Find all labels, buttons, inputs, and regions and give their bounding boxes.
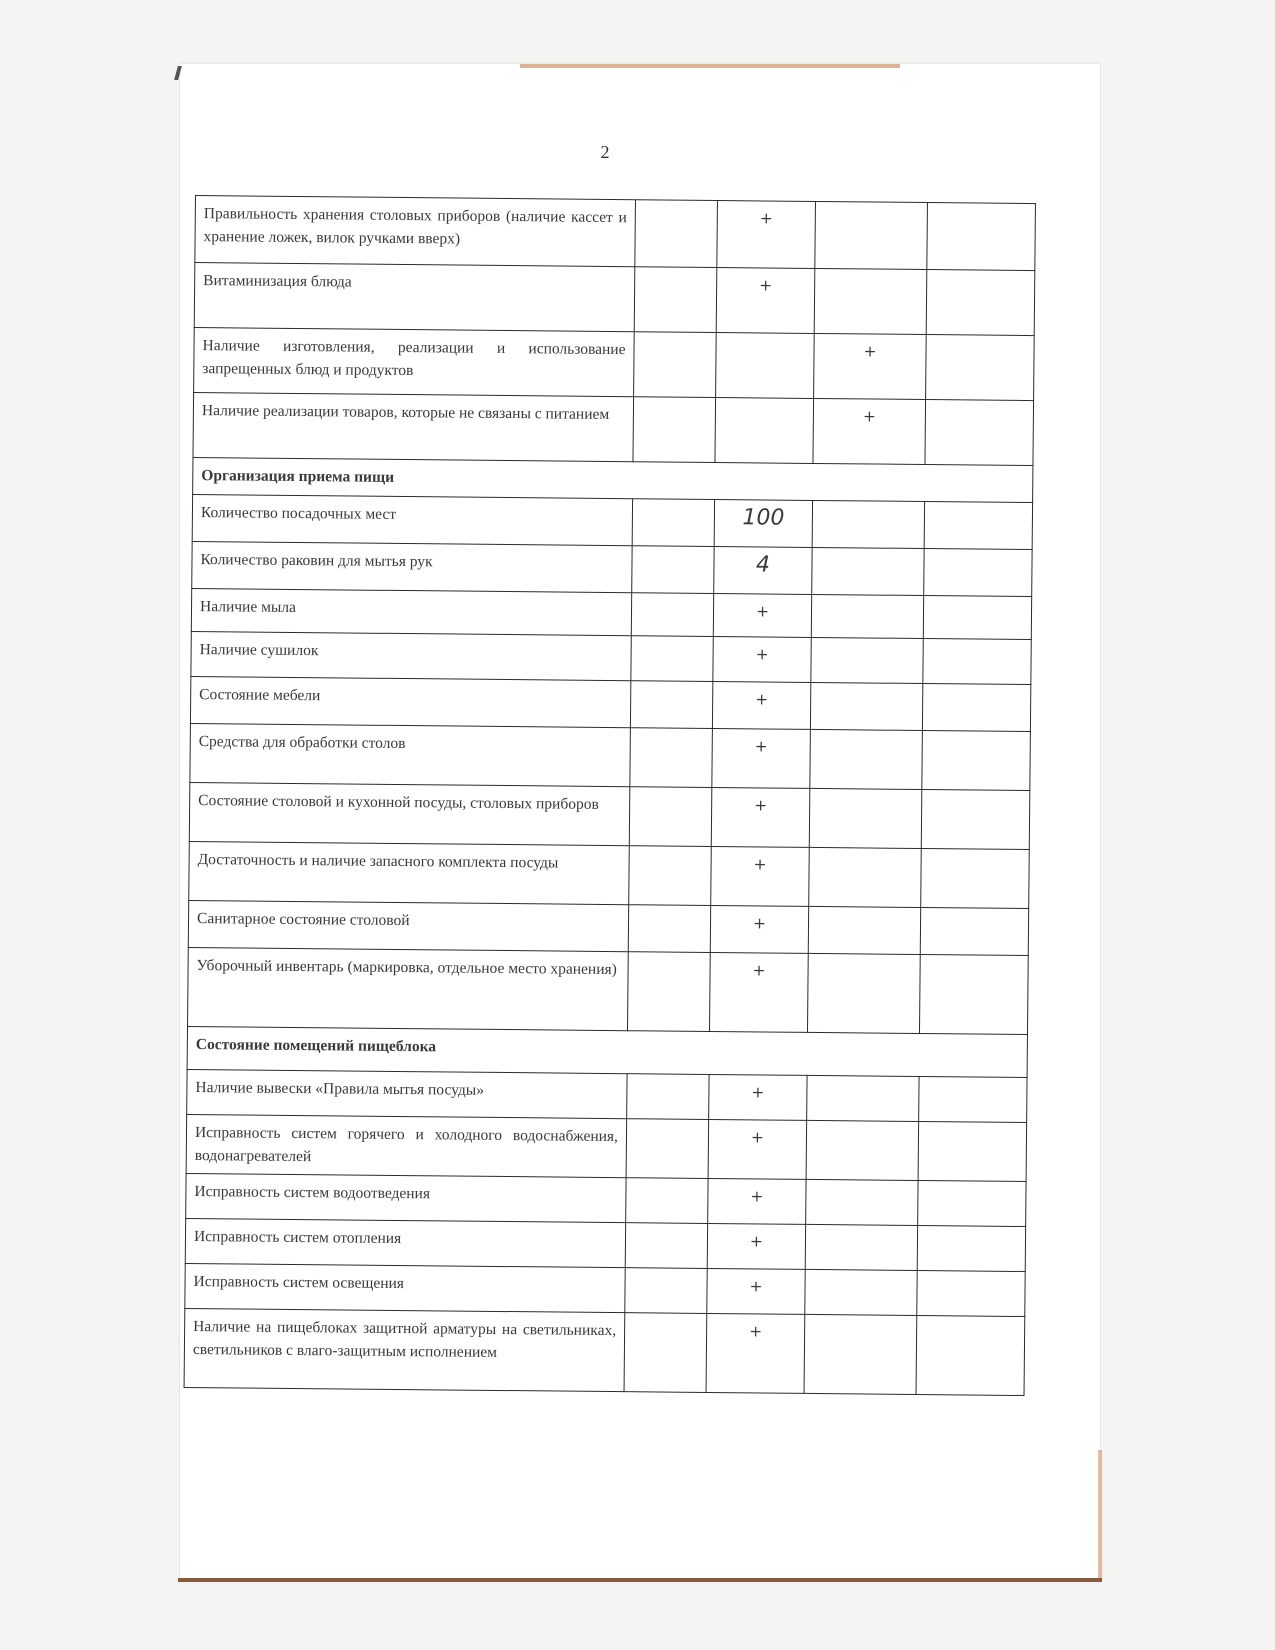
criterion-cell: Исправность систем водоотведения xyxy=(186,1173,626,1222)
mark-cell-col-1 xyxy=(629,846,712,906)
mark-cell-col-3: + xyxy=(813,398,926,464)
mark-cell-col-2: + xyxy=(707,1223,805,1269)
folder-edge-top xyxy=(520,64,900,68)
mark-cell-col-4 xyxy=(924,549,1032,597)
mark-cell-col-4 xyxy=(923,596,1031,640)
criterion-cell: Исправность систем отопления xyxy=(185,1218,625,1267)
mark-cell-col-4 xyxy=(920,907,1028,955)
mark-cell-col-2: + xyxy=(712,681,810,729)
mark-cell-col-4 xyxy=(922,731,1031,791)
mark-cell-col-1 xyxy=(632,499,714,547)
mark-cell-col-2: 100 xyxy=(714,500,812,548)
folder-edge-bottom xyxy=(178,1578,1102,1582)
mark-cell-col-2: + xyxy=(707,1268,805,1314)
mark-cell-col-1 xyxy=(627,952,710,1032)
table-row xyxy=(195,196,1036,271)
table-row xyxy=(190,723,1031,790)
mark-cell-col-3 xyxy=(806,1120,919,1180)
mark-cell-col-4 xyxy=(918,1180,1026,1226)
mark-cell-col-1 xyxy=(627,1074,709,1120)
mark-cell-col-4 xyxy=(917,1270,1025,1316)
table-row xyxy=(184,1308,1025,1395)
criterion-cell: Наличие сушилок xyxy=(191,631,631,680)
inspection-table xyxy=(184,195,1036,1396)
mark-cell-col-2: + xyxy=(713,636,811,682)
criterion-cell: Количество раковин для мытья рук xyxy=(192,541,632,592)
mark-cell-col-1 xyxy=(631,593,713,637)
mark-cell-col-1 xyxy=(629,787,712,847)
mark-cell-col-2 xyxy=(715,398,814,464)
mark-cell-col-2: 4 xyxy=(714,546,812,594)
criterion-cell: Состояние мебели xyxy=(190,676,630,727)
table-row xyxy=(185,1263,1025,1316)
criterion-cell: Количество посадочных мест xyxy=(192,494,632,545)
mark-cell-col-4 xyxy=(916,1315,1025,1395)
mark-cell-col-4 xyxy=(927,203,1036,271)
mark-cell-col-3 xyxy=(807,1075,919,1121)
mark-cell-col-1 xyxy=(632,546,714,594)
table-row xyxy=(187,1069,1027,1122)
mark-cell-col-2: + xyxy=(709,952,808,1032)
criterion-cell: Средства для обработки столов xyxy=(190,723,631,786)
criterion-cell: Наличие вывески «Правила мытья посуды» xyxy=(187,1069,627,1118)
mark-cell-col-4 xyxy=(922,684,1030,732)
mark-cell-col-3 xyxy=(809,788,922,848)
table-row xyxy=(186,1114,1027,1181)
mark-cell-col-3 xyxy=(815,201,928,269)
criterion-cell: Состояние столовой и кухонной посуды, столовых приборов xyxy=(189,782,630,845)
table-row xyxy=(193,392,1034,465)
mark-cell-col-1 xyxy=(626,1119,709,1179)
mark-cell-col-1 xyxy=(635,200,718,268)
criterion-cell: Уборочный инвентарь (маркировка, отдельное место хранения) xyxy=(188,947,629,1030)
table-row xyxy=(194,263,1035,336)
table-row xyxy=(188,947,1029,1034)
mark-cell-col-3 xyxy=(805,1269,917,1315)
mark-cell-col-2: + xyxy=(706,1313,805,1393)
mark-cell-col-2: + xyxy=(716,268,815,334)
mark-cell-col-3 xyxy=(804,1314,917,1394)
mark-cell-col-2: + xyxy=(708,1178,806,1224)
mark-cell-col-3 xyxy=(806,1179,918,1225)
criterion-cell: Санитарное состояние столовой xyxy=(188,900,628,951)
mark-cell-col-1 xyxy=(633,397,716,463)
mark-cell-col-3 xyxy=(812,547,924,595)
table-row xyxy=(189,841,1030,908)
mark-cell-col-1 xyxy=(634,332,717,398)
mark-cell-col-3 xyxy=(807,953,920,1033)
table-row xyxy=(192,494,1032,549)
criterion-cell: Исправность систем освещения xyxy=(185,1263,625,1312)
table-row xyxy=(190,676,1030,731)
page-number: 2 xyxy=(600,142,610,162)
mark-cell-col-3 xyxy=(810,729,923,789)
mark-cell-col-4 xyxy=(926,335,1035,401)
mark-cell-col-2: + xyxy=(711,846,810,906)
mark-cell-col-1 xyxy=(630,728,713,788)
mark-cell-col-1 xyxy=(631,636,713,682)
mark-cell-col-4 xyxy=(923,639,1031,685)
mark-cell-col-3 xyxy=(812,500,924,548)
inspection-table-body xyxy=(184,196,1035,1396)
criterion-cell: Наличие реализации товаров, которые не связаны с питанием xyxy=(193,392,634,461)
table-row xyxy=(185,1218,1025,1271)
mark-cell-col-4 xyxy=(917,1225,1025,1271)
criterion-cell: Наличие изготовления, реализации и использование запрещенных блюд и продуктов xyxy=(194,327,635,396)
mark-cell-col-1 xyxy=(630,681,712,729)
mark-cell-col-3 xyxy=(811,637,923,683)
mark-cell-col-4 xyxy=(919,1076,1027,1122)
mark-cell-col-2: + xyxy=(708,1119,807,1179)
mark-cell-col-1 xyxy=(626,1178,708,1224)
mark-cell-col-2: + xyxy=(709,1074,807,1120)
mark-cell-col-3 xyxy=(809,847,922,907)
mark-cell-col-4 xyxy=(918,1121,1027,1181)
mark-cell-col-3: + xyxy=(814,333,927,399)
mark-cell-col-3 xyxy=(805,1224,917,1270)
criterion-cell: Витаминизация блюда xyxy=(194,263,635,332)
mark-cell-col-4 xyxy=(925,400,1034,466)
mark-cell-col-2: + xyxy=(711,787,810,847)
mark-cell-col-2: + xyxy=(712,728,811,788)
mark-cell-col-2: + xyxy=(710,905,808,953)
mark-cell-col-3 xyxy=(808,906,920,954)
mark-cell-col-1 xyxy=(624,1313,707,1393)
table-row xyxy=(186,1173,1026,1226)
mark-cell-col-4 xyxy=(924,502,1032,550)
table-row xyxy=(194,327,1035,400)
criterion-cell: Достаточность и наличие запасного комплекта посуды xyxy=(189,841,630,904)
section-title: Состояние помещений пищеблока xyxy=(187,1026,1027,1077)
criterion-cell: Исправность систем горячего и холодного водоснабжения, водонагревателей xyxy=(186,1114,627,1177)
table-row xyxy=(192,541,1032,596)
mark-cell-col-3 xyxy=(814,268,927,334)
mark-cell-col-4 xyxy=(919,954,1028,1034)
section-title: Организация приема пищи xyxy=(193,457,1033,502)
mark-cell-col-2: + xyxy=(717,201,816,269)
mark-cell-col-1 xyxy=(628,905,710,953)
mark-cell-col-3 xyxy=(810,682,922,730)
mark-cell-col-1 xyxy=(634,267,717,333)
mark-cell-col-2 xyxy=(716,333,815,399)
table-row xyxy=(191,631,1031,684)
folder-edge-right xyxy=(1098,1450,1102,1580)
table-row xyxy=(189,782,1030,849)
criterion-cell: Наличие мыла xyxy=(191,588,631,635)
table-row xyxy=(188,900,1028,955)
mark-cell-col-1 xyxy=(625,1268,707,1314)
criterion-cell: Правильность хранения столовых приборов (наличие кассет и хранение ложек, вилок ручками вверх) xyxy=(195,196,636,267)
criterion-cell: Наличие на пищеблоках защитной арматуры на светильниках, светильников с влаго-защитным исполнением xyxy=(184,1308,625,1391)
mark-cell-col-4 xyxy=(921,790,1030,850)
mark-cell-col-3 xyxy=(811,594,923,638)
mark-cell-col-1 xyxy=(625,1223,707,1269)
mark-cell-col-4 xyxy=(921,849,1030,909)
mark-cell-col-2: + xyxy=(713,593,811,637)
mark-cell-col-4 xyxy=(926,270,1035,336)
